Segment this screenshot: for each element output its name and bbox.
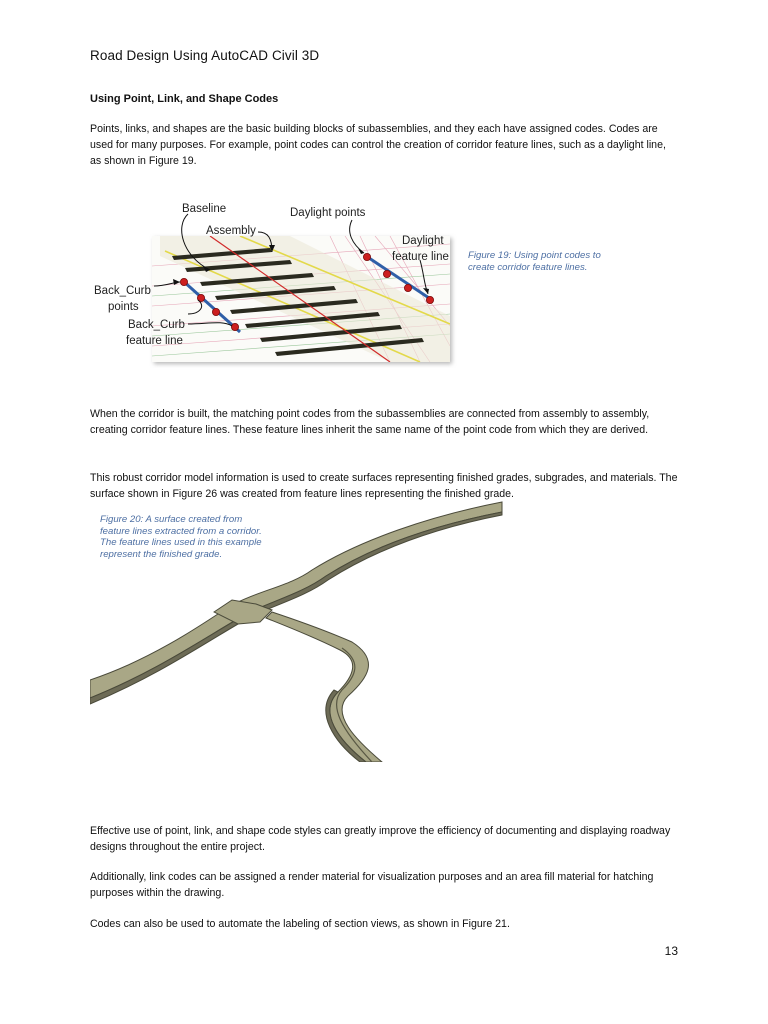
label-back-curb-feature-line-1: Back_Curb bbox=[128, 319, 185, 331]
label-back-curb-points-1: Back_Curb bbox=[94, 285, 151, 297]
label-back-curb-feature-line-2: feature line bbox=[126, 335, 183, 347]
daylight-point bbox=[404, 284, 411, 291]
back-curb-point bbox=[212, 308, 219, 315]
paragraph-intro: Points, links, and shapes are the basic building blocks of subassemblies, and they each have assigned codes. Codes are used for many purposes. For example, point codes can control the creation of corridor feature lines, such as a daylight line, as shown in Figure 19. bbox=[90, 123, 666, 167]
paragraph-feature-lines: When the corridor is built, the matching point codes from the subassemblies are connected from assembly to assembly, creating corridor feature lines. These feature lines inherit the same name of the point code from which they are derived. bbox=[90, 408, 650, 436]
daylight-point bbox=[426, 296, 433, 303]
page-header-title: Road Design Using AutoCAD Civil 3D bbox=[90, 48, 320, 63]
paragraph-code-styles: Effective use of point, link, and shape code styles can greatly improve the efficiency of documenting and displaying roadway designs throughout the entire project. bbox=[90, 825, 671, 853]
paragraph-labeling: Codes can also be used to automate the labeling of section views, as shown in Figure 21. bbox=[90, 918, 510, 930]
label-daylight-feature-line-2: feature line bbox=[392, 251, 449, 263]
figure-19-illustration bbox=[90, 196, 460, 368]
back-curb-point bbox=[180, 278, 187, 285]
label-baseline: Baseline bbox=[182, 203, 227, 215]
back-curb-point bbox=[231, 323, 238, 330]
label-assembly: Assembly bbox=[206, 225, 256, 237]
label-daylight-feature-line-1: Daylight bbox=[402, 235, 444, 247]
figure-19-caption: Figure 19: Using point codes to create corridor feature lines. bbox=[468, 250, 601, 273]
figure-19 bbox=[90, 196, 460, 368]
label-back-curb-points-2: points bbox=[108, 301, 139, 313]
paragraph-surface: This robust corridor model information is used to create surfaces representing finished grades, subgrades, and materials. The surface shown in Figure 26 was created from feature lines representing the finished grade. bbox=[90, 472, 678, 500]
page-number: 13 bbox=[664, 944, 678, 958]
label-daylight-points: Daylight points bbox=[290, 207, 366, 219]
daylight-point bbox=[363, 253, 370, 260]
section-heading: Using Point, Link, and Shape Codes bbox=[90, 93, 279, 105]
paragraph-link-codes: Additionally, link codes can be assigned a render material for visualization purposes and an area fill material for hatching purposes within the drawing. bbox=[90, 871, 654, 899]
daylight-point bbox=[383, 270, 390, 277]
figure-20-caption: Figure 20: A surface created from feature lines extracted from a corridor. The feature lines used in this example represent the finished grade. bbox=[100, 514, 262, 560]
